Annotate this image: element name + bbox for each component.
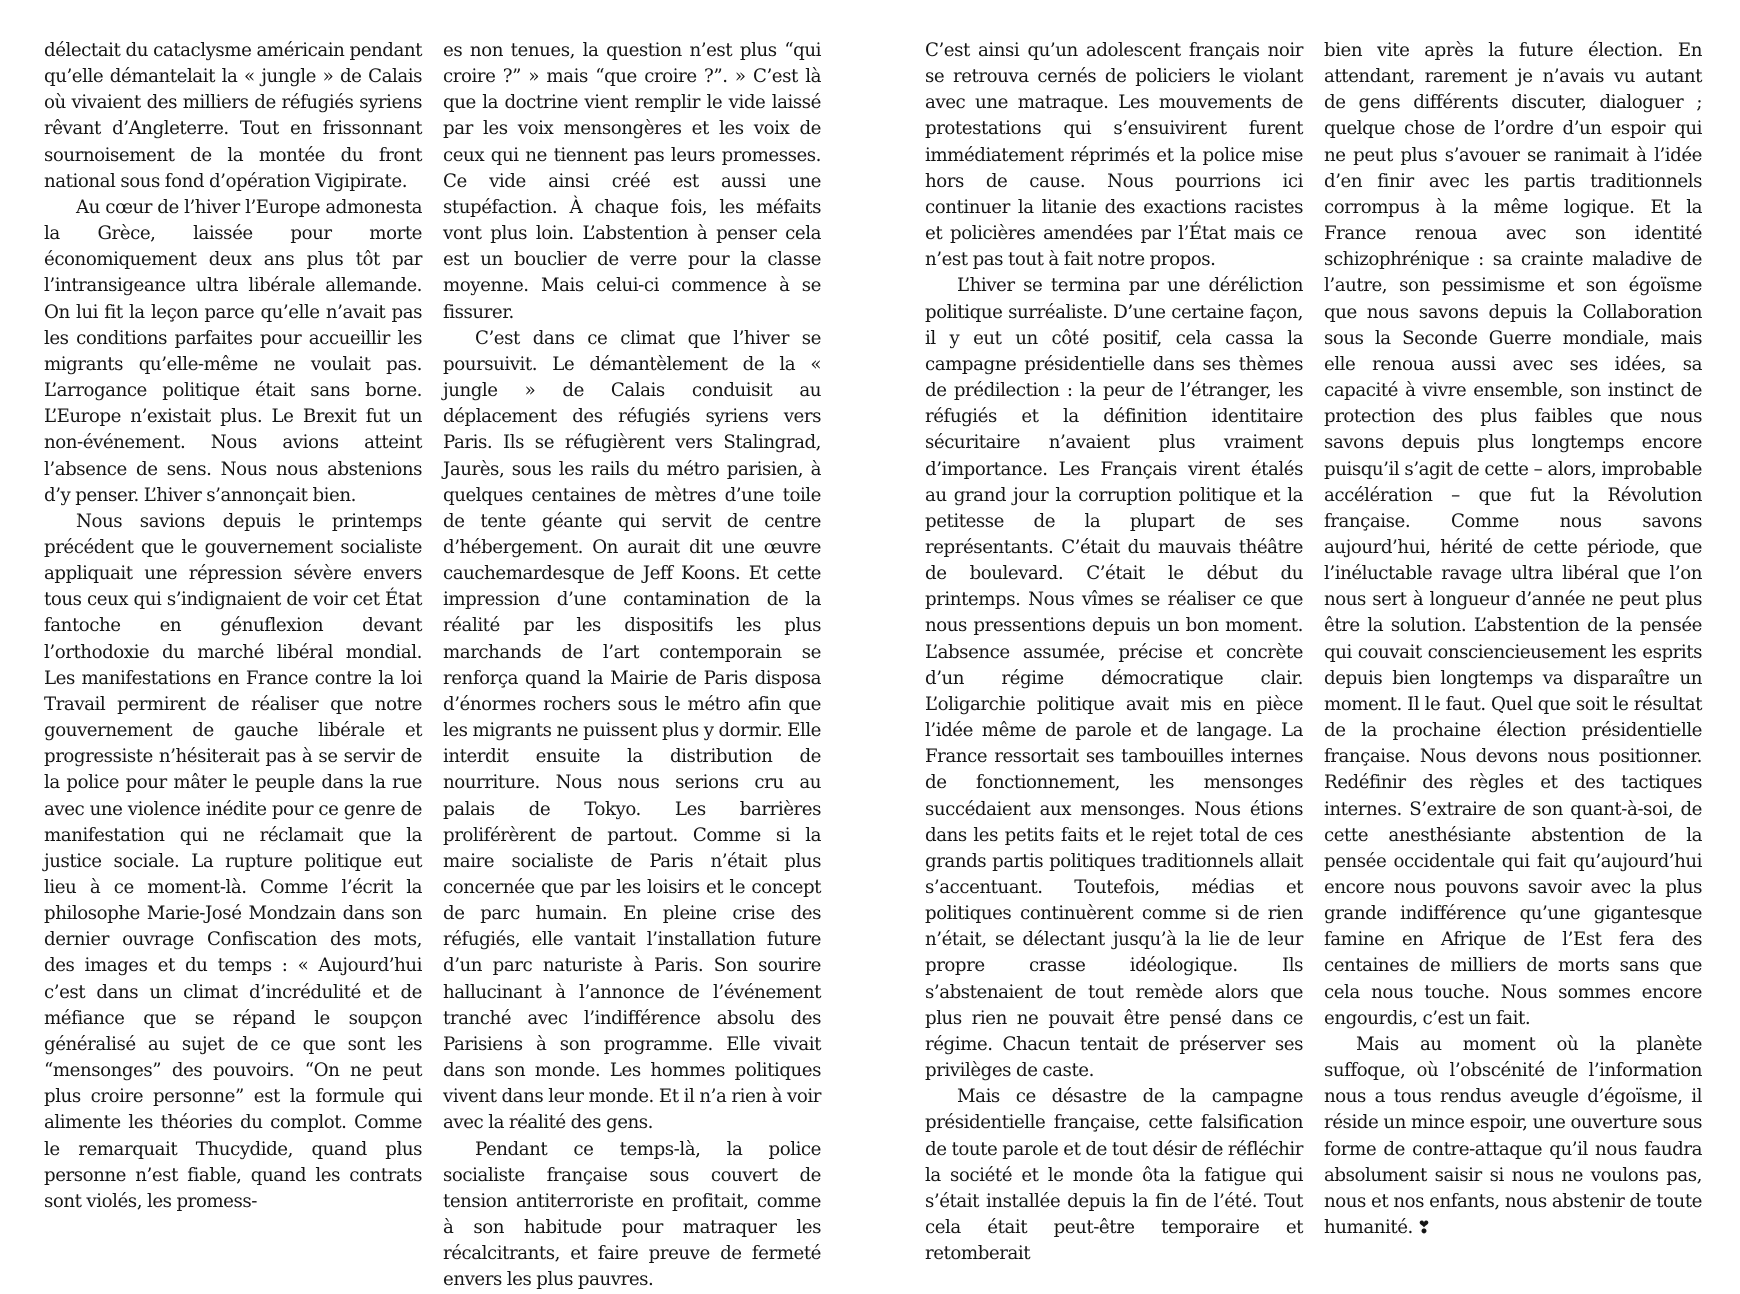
paragraph-text: Mais au moment où la planète suffoque, où l’obscénité de l’information nous a tous rendus aveugle d’égoïsme, il réside un mince espoir, une ouverture sous forme de contre-attaque qu’il nous faudra absolument saisir si nous ne voulons pas, nous et nos enfants, nous abstenir de toute humanité. xyxy=(1324,1033,1702,1239)
paragraph: es non tenues, la question n’est plus “qui croire ?” » mais “que croire ?”. » C’est là que la doctrine vient remplir le vide laissé par les voix mensongères et les voix de ceux qui ne tiennent pas leurs promesses. Ce vide ainsi créé est aussi une stupéfaction. À chaque fois, les méfaits vont plus loin. L’abstention à penser cela est un bouclier de verre pour la classe moyenne. Mais celui-ci commence à se fissurer. xyxy=(443,40,821,323)
text-column-3 xyxy=(925,38,1303,1267)
paragraph: Au cœur de l’hiver l’Europe admonesta la Grèce, laissée pour morte économiquement deux ans plus tôt par l’intransigeance ultra libérale allemande. On lui fit la leçon parce qu’elle n’avait pas les conditions parfaites pour accueillir les migrants qu’elle-même ne voulait pas. L’arrogance politique était sans borne. L’Europe n’existait plus. Le Brexit fut un non-événement. Nous avions atteint l’absence de sens. Nous nous abstenions d’y penser. L’hiver s’annonçait bien. xyxy=(44,196,422,506)
paragraph: Mais ce désastre de la campagne présidentielle française, cette falsification de toute parole et de tout désir de réfléchir la société et le monde ôta la fatigue qui s’était installée depuis la fin de l’été. Tout cela était peut-être temporaire et retomberait xyxy=(925,1086,1303,1265)
page-gutter xyxy=(868,0,869,1210)
paragraph: Nous savions depuis le printemps précédent que le gouvernement socialiste appliquait une répression sévère envers tous ceux qui s’indignaient de voir cet État fantoche en génuflexion devant l’orthodoxie du marché libéral mondial. Les manifestations en France contre la loi Travail permirent de réaliser que notre gouvernement de gauche libérale et progressiste n’hésiterait pas à se servir de la police pour mâter le peuple dans la rue avec une violence inédite pour ce genre de manifestation qui ne réclamait que la justice sociale. La rupture politique eut lieu à ce moment-là. Comme l’écrit la philosophe Marie-José Mondzain dans son dernier ouvrage Confiscation des mots, des images et du temps : « Aujourd’hui c’est dans un climat d’incrédulité et de méfiance que se répand le soupçon généralisé au sujet de ce que sont les “mensonges” des pouvoirs. “On ne peut plus croire personne” est la formule qui alimente les théories du complot. Comme le remarquait Thucydide, quand plus personne n’est fiable, quand les contrats sont violés, les promess- xyxy=(44,510,422,1212)
heart-ornament-icon: ❣ xyxy=(1416,1218,1431,1239)
text-column-4 xyxy=(1324,38,1702,1241)
paragraph: bien vite après la future élection. En attendant, rarement je n’avais vu autant de gens différents discuter, dialoguer ; quelque chose de l’ordre d’un espoir qui ne peut plus s’avouer se ranimait à l’idée d’en finir avec les partis traditionnels corrompus à la même logique. Et la France renoua avec son identité schizophrénique : sa crainte maladive de l’autre, son pessimisme et son égoïsme que nous savons depuis la Collaboration sous la Seconde Guerre mondiale, mais elle renoua aussi avec ses idées, sa capacité à vivre ensemble, son instinct de protection des plus faibles que nous savons depuis plus longtemps encore puisqu’il s’agit de cette – alors, improbable accélération – que fut la Révolution française. Comme nous savons aujourd’hui, hérité de cette période, que l’inéluctable ravage ultra libéral que l’on nous sert à longueur d’année ne peut plus être la solution. L’abstention de la pensée qui couvait consciencieusement les esprits depuis bien longtemps va disparaître un moment. Il le faut. Quel que soit le résultat de la prochaine élection présidentielle française. Nous devons nous positionner. Redéfinir des règles et des tactiques internes. S’extraire de son quant-à-soi, de cette anesthésiante abstention de la pensée occidentale qui fait qu’aujourd’hui encore nous pouvons savoir avec la plus grande indifférence qu’une gigantesque famine en Afrique de l’Est fera des centaines de milliers de morts sans que cela nous touche. Nous sommes encore engourdis, c’est un fait. xyxy=(1324,40,1702,1029)
paragraph: C’est dans ce climat que l’hiver se poursuivit. Le démantèlement de la « jungle » de Calais conduisit au déplacement des réfugiés syriens vers Paris. Ils se réfugièrent vers Stalingrad, Jaurès, sous les rails du métro parisien, à quelques centaines de mètres d’une toile de tente géante qui servit de centre d’hébergement. On aurait dit une œuvre cauchemardesque de Jeff Koons. Et cette impression d’une contamination de la réalité par les dispositifs les plus marchands de l’art contemporain se renforça quand la Mairie de Paris disposa d’énormes rochers sous le métro afin que les migrants ne puissent plus y dormir. Elle interdit ensuite la distribution de nourriture. Nous nous serions cru au palais de Tokyo. Les barrières proliférèrent de partout. Comme si la maire socialiste de Paris n’était plus concernée que par les loisirs et le concept de parc humain. En pleine crise des réfugiés, elle vantait l’installation future d’un parc naturiste à Paris. Son sourire hallucinant à l’annonce de l’événement tranché avec l’indifférence absolu des Parisiens à son programme. Elle vivait dans son monde. Les hommes politiques vivent dans leur monde. Et il n’a rien à voir avec la réalité des gens. xyxy=(443,327,821,1134)
paragraph: Pendant ce temps-là, la police socialiste française sous couvert de tension antiterroriste en profitait, comme à son habitude pour matraquer les récalcitrants, et faire preuve de fermeté envers les plus pauvres. xyxy=(443,1138,821,1291)
paragraph: C’est ainsi qu’un adolescent français noir se retrouva cernés de policiers le violant avec une matraque. Les mouvements de protestations qui s’ensuivirent furent immédiatement réprimés et la police mise hors de cause. Nous pourrions ici continuer la litanie des exactions racistes et policières amendées par l’État mais ce n’est pas tout à fait notre propos. xyxy=(925,40,1303,271)
paragraph: délectait du cataclysme américain pendant qu’elle démantelait la « jungle » de Calais où vivaient des milliers de réfugiés syriens rêvant d’Angleterre. Tout en frissonnant sournoisement de la montée du front national sous fond d’opération Vigipirate. xyxy=(44,40,422,192)
text-column-2 xyxy=(443,38,821,1294)
paragraph: L’hiver se termina par une déréliction politique surréaliste. D’une certaine façon, il y eut un côté positif, cela cassa la campagne présidentielle dans ses thèmes de prédilection : la peur de l’étranger, les réfugiés et la définition identitaire sécuritaire n’avaient plus vraiment d’importance. Les Français virent étalés au grand jour la corruption politique et la petitesse de la plupart de ses représentants. C’était du mauvais théâtre de boulevard. C’était le début du printemps. Nous vîmes se réaliser ce que nous pressentions depuis un bon moment. L’absence assumée, précise et concrète d’un régime démocratique clair. L’oligarchie politique avait mis en pièce l’idée même de parole et de langage. La France ressortait ses tambouilles internes de fonctionnement, les mensonges succédaient aux mensonges. Nous étions dans les petits faits et le rejet total de ces grands partis politiques traditionnels allait s’accentuant. Toutefois, médias et politiques continuèrent comme si de rien n’était, se délectant jusqu’à la lie de leur propre crasse idéologique. Ils s’abstenaient de tout remède alors que plus rien ne pouvait être pensé dans ce régime. Chacun tentait de préserver ses privilèges de caste. xyxy=(925,275,1303,1082)
text-column-1 xyxy=(44,38,422,1215)
